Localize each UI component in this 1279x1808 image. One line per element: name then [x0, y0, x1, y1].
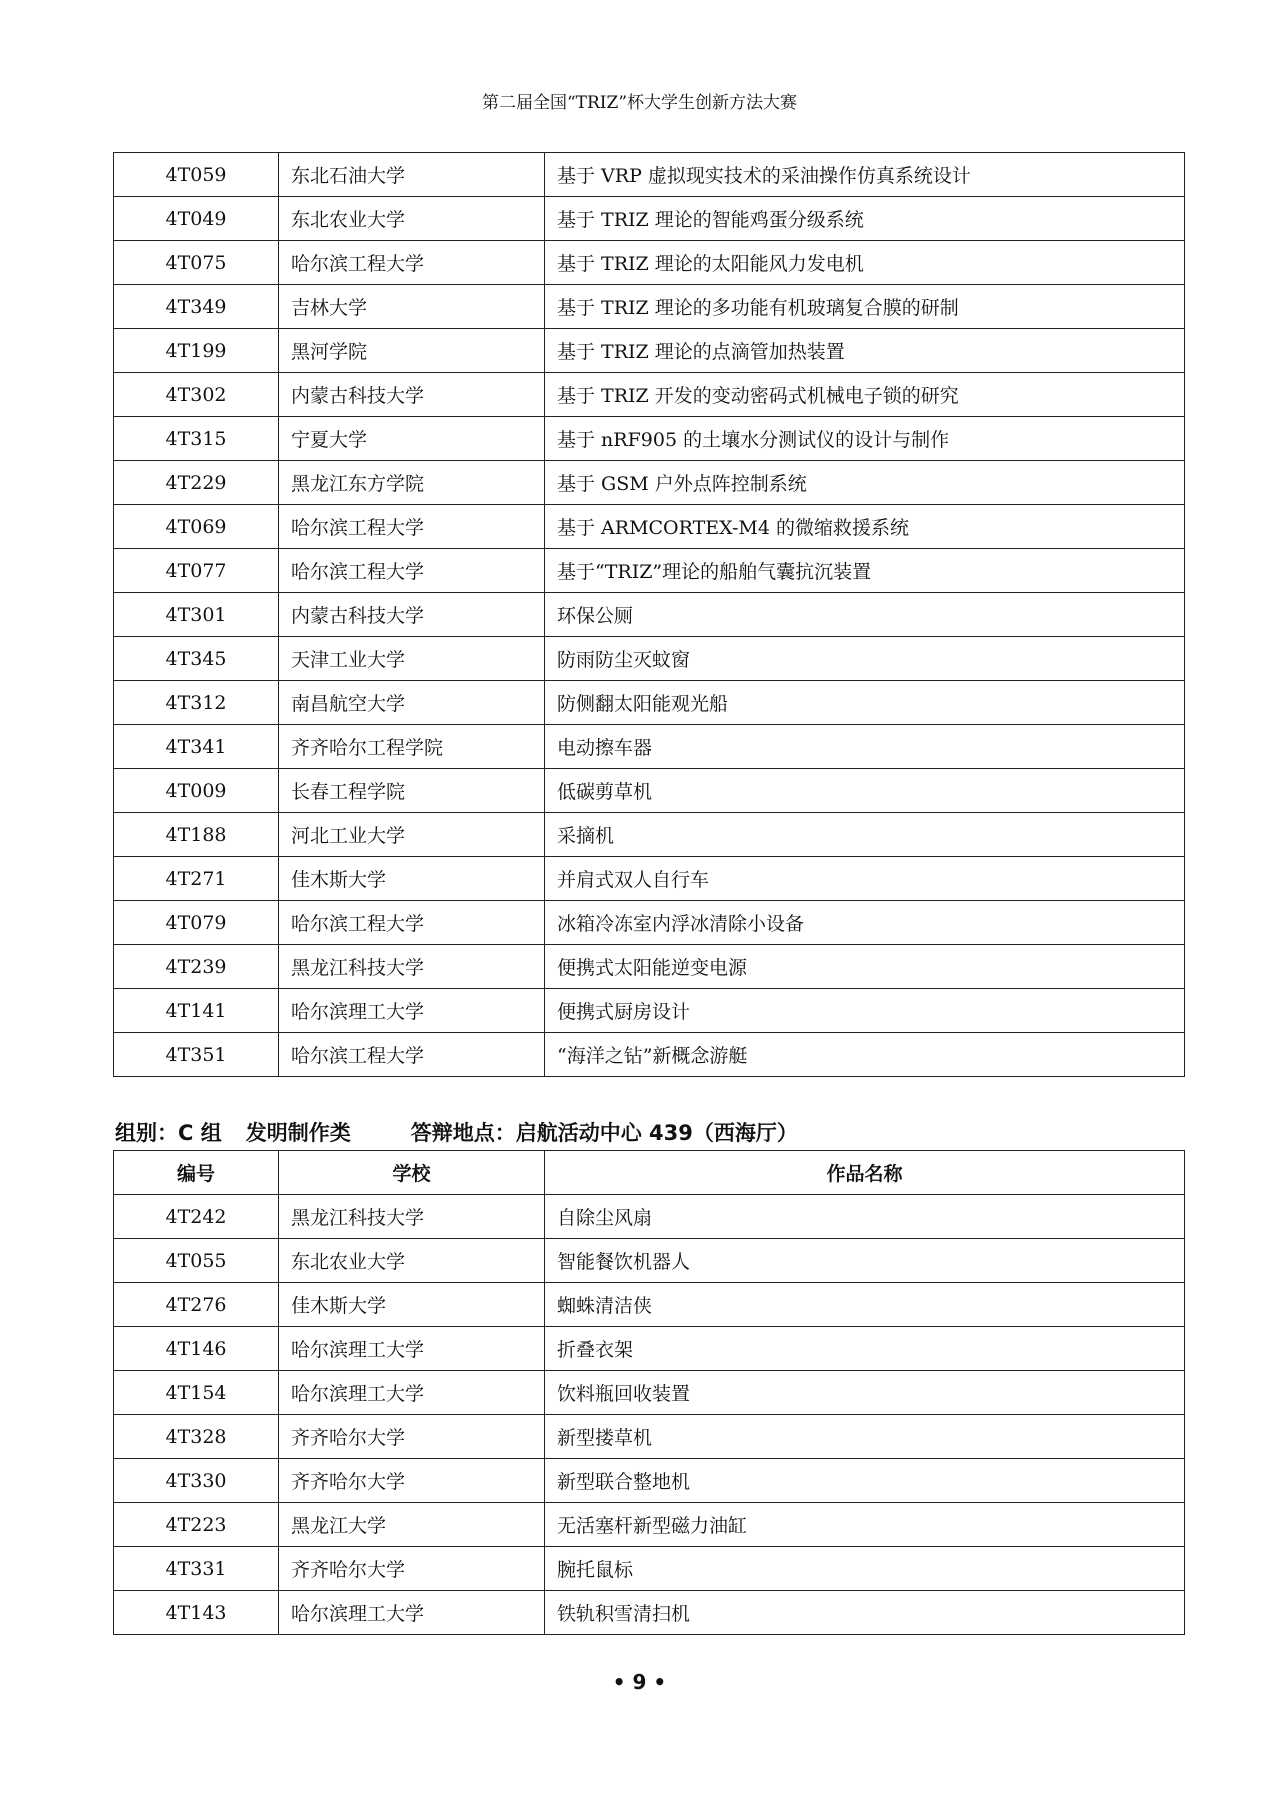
- cell-code: 4T271: [114, 857, 279, 901]
- cell-code: 4T199: [114, 329, 279, 373]
- table-row: [114, 637, 1185, 681]
- cell-school: 黑河学院: [279, 329, 545, 373]
- cell-school: 黑龙江科技大学: [279, 1195, 545, 1239]
- cell-code: 4T077: [114, 549, 279, 593]
- table-row: [114, 813, 1185, 857]
- cell-code: 4T069: [114, 505, 279, 549]
- cell-code: 4T301: [114, 593, 279, 637]
- cell-code: 4T188: [114, 813, 279, 857]
- table-row: [114, 505, 1185, 549]
- cell-title: 基于 TRIZ 理论的智能鸡蛋分级系统: [545, 197, 1185, 241]
- cell-title: 采摘机: [545, 813, 1185, 857]
- table-row: [114, 1459, 1185, 1503]
- table-row: [114, 769, 1185, 813]
- cell-school: 佳木斯大学: [279, 857, 545, 901]
- cell-code: 4T345: [114, 637, 279, 681]
- cell-title: 并肩式双人自行车: [545, 857, 1185, 901]
- entries-table-body: [114, 153, 1185, 1077]
- cell-title: 饮料瓶回收装置: [545, 1371, 1185, 1415]
- cell-code: 4T049: [114, 197, 279, 241]
- table-row: [114, 1371, 1185, 1415]
- table-header-row: [114, 1151, 1185, 1195]
- cell-title: 防雨防尘灭蚊窗: [545, 637, 1185, 681]
- cell-school: 宁夏大学: [279, 417, 545, 461]
- table-row: [114, 1591, 1185, 1635]
- table-row: [114, 1503, 1185, 1547]
- cell-code: 4T242: [114, 1195, 279, 1239]
- cell-title: 折叠衣架: [545, 1327, 1185, 1371]
- cell-code: 4T009: [114, 769, 279, 813]
- cell-title: 基于 GSM 户外点阵控制系统: [545, 461, 1185, 505]
- cell-code: 4T154: [114, 1371, 279, 1415]
- cell-school: 哈尔滨理工大学: [279, 1371, 545, 1415]
- table-row: [114, 1327, 1185, 1371]
- cell-school: 哈尔滨工程大学: [279, 549, 545, 593]
- cell-code: 4T351: [114, 1033, 279, 1077]
- cell-school: 哈尔滨工程大学: [279, 1033, 545, 1077]
- table-row: [114, 725, 1185, 769]
- cell-title: 智能餐饮机器人: [545, 1239, 1185, 1283]
- cell-code: 4T223: [114, 1503, 279, 1547]
- table-row: [114, 197, 1185, 241]
- table-row: [114, 945, 1185, 989]
- cell-school: 内蒙古科技大学: [279, 593, 545, 637]
- cell-code: 4T141: [114, 989, 279, 1033]
- cell-code: 4T079: [114, 901, 279, 945]
- header-school: 学校: [279, 1151, 545, 1195]
- cell-title: 基于 ARMCORTEX-M4 的微缩救援系统: [545, 505, 1185, 549]
- table-row: [114, 1283, 1185, 1327]
- group-label: 组别：C 组: [115, 1121, 222, 1145]
- group-c-table-body: [114, 1195, 1185, 1635]
- cell-title: 新型联合整地机: [545, 1459, 1185, 1503]
- cell-title: 防侧翻太阳能观光船: [545, 681, 1185, 725]
- cell-code: 4T239: [114, 945, 279, 989]
- cell-school: 河北工业大学: [279, 813, 545, 857]
- table-row: [114, 857, 1185, 901]
- group-heading: [115, 1117, 798, 1147]
- cell-school: 齐齐哈尔大学: [279, 1459, 545, 1503]
- cell-title: “海洋之钻”新概念游艇: [545, 1033, 1185, 1077]
- cell-title: 低碳剪草机: [545, 769, 1185, 813]
- cell-code: 4T059: [114, 153, 279, 197]
- cell-code: 4T312: [114, 681, 279, 725]
- cell-code: 4T341: [114, 725, 279, 769]
- cell-code: 4T229: [114, 461, 279, 505]
- cell-school: 东北农业大学: [279, 1239, 545, 1283]
- cell-school: 长春工程学院: [279, 769, 545, 813]
- table-row: [114, 593, 1185, 637]
- cell-school: 东北农业大学: [279, 197, 545, 241]
- cell-title: 蜘蛛清洁侠: [545, 1283, 1185, 1327]
- cell-title: 基于 TRIZ 开发的变动密码式机械电子锁的研究: [545, 373, 1185, 417]
- cell-code: 4T315: [114, 417, 279, 461]
- table-row: [114, 1195, 1185, 1239]
- table-row: [114, 1415, 1185, 1459]
- cell-school: 哈尔滨理工大学: [279, 1327, 545, 1371]
- cell-title: 冰箱冷冻室内浮冰清除小设备: [545, 901, 1185, 945]
- cell-school: 哈尔滨理工大学: [279, 1591, 545, 1635]
- cell-title: 无活塞杆新型磁力油缸: [545, 1503, 1185, 1547]
- cell-school: 吉林大学: [279, 285, 545, 329]
- cell-title: 基于“TRIZ”理论的船舶气囊抗沉装置: [545, 549, 1185, 593]
- table-row: [114, 1547, 1185, 1591]
- cell-title: 基于 TRIZ 理论的太阳能风力发电机: [545, 241, 1185, 285]
- cell-code: 4T331: [114, 1547, 279, 1591]
- cell-code: 4T302: [114, 373, 279, 417]
- cell-school: 哈尔滨理工大学: [279, 989, 545, 1033]
- cell-school: 黑龙江科技大学: [279, 945, 545, 989]
- cell-school: 天津工业大学: [279, 637, 545, 681]
- header-code: 编号: [114, 1151, 279, 1195]
- category-label: 发明制作类: [245, 1121, 351, 1145]
- table-row: [114, 901, 1185, 945]
- cell-school: 内蒙古科技大学: [279, 373, 545, 417]
- table-row: [114, 417, 1185, 461]
- table-row: [114, 241, 1185, 285]
- cell-code: 4T276: [114, 1283, 279, 1327]
- cell-school: 哈尔滨工程大学: [279, 505, 545, 549]
- cell-school: 南昌航空大学: [279, 681, 545, 725]
- table-row: [114, 461, 1185, 505]
- cell-title: 铁轨积雪清扫机: [545, 1591, 1185, 1635]
- cell-code: 4T075: [114, 241, 279, 285]
- cell-title: 自除尘风扇: [545, 1195, 1185, 1239]
- cell-title: 新型搂草机: [545, 1415, 1185, 1459]
- cell-title: 基于 nRF905 的土壤水分测试仪的设计与制作: [545, 417, 1185, 461]
- location-label: 答辩地点：启航活动中心 439（西海厅）: [410, 1121, 798, 1145]
- cell-code: 4T349: [114, 285, 279, 329]
- cell-school: 黑龙江东方学院: [279, 461, 545, 505]
- cell-title: 基于 TRIZ 理论的多功能有机玻璃复合膜的研制: [545, 285, 1185, 329]
- page-header: 第二届全国“TRIZ”杯大学生创新方法大赛: [481, 93, 798, 113]
- cell-school: 哈尔滨工程大学: [279, 241, 545, 285]
- cell-school: 佳木斯大学: [279, 1283, 545, 1327]
- table-row: [114, 285, 1185, 329]
- cell-title: 便携式厨房设计: [545, 989, 1185, 1033]
- table-row: [114, 1239, 1185, 1283]
- table-row: [114, 373, 1185, 417]
- header-title: 作品名称: [545, 1151, 1185, 1195]
- cell-title: 便携式太阳能逆变电源: [545, 945, 1185, 989]
- cell-school: 东北石油大学: [279, 153, 545, 197]
- entries-table-continued: [113, 152, 1185, 1077]
- cell-code: 4T330: [114, 1459, 279, 1503]
- cell-title: 环保公厕: [545, 593, 1185, 637]
- cell-title: 腕托鼠标: [545, 1547, 1185, 1591]
- cell-school: 黑龙江大学: [279, 1503, 545, 1547]
- cell-school: 齐齐哈尔大学: [279, 1415, 545, 1459]
- table-row: [114, 549, 1185, 593]
- table-row: [114, 681, 1185, 725]
- cell-code: 4T146: [114, 1327, 279, 1371]
- table-row: [114, 989, 1185, 1033]
- cell-code: 4T055: [114, 1239, 279, 1283]
- page-number: • 9 •: [612, 1670, 667, 1694]
- cell-school: 哈尔滨工程大学: [279, 901, 545, 945]
- cell-title: 电动擦车器: [545, 725, 1185, 769]
- cell-title: 基于 VRP 虚拟现实技术的采油操作仿真系统设计: [545, 153, 1185, 197]
- cell-school: 齐齐哈尔大学: [279, 1547, 545, 1591]
- cell-school: 齐齐哈尔工程学院: [279, 725, 545, 769]
- table-row: [114, 153, 1185, 197]
- table-row: [114, 1033, 1185, 1077]
- cell-code: 4T143: [114, 1591, 279, 1635]
- cell-code: 4T328: [114, 1415, 279, 1459]
- group-c-table: [113, 1150, 1185, 1635]
- table-row: [114, 329, 1185, 373]
- cell-title: 基于 TRIZ 理论的点滴管加热装置: [545, 329, 1185, 373]
